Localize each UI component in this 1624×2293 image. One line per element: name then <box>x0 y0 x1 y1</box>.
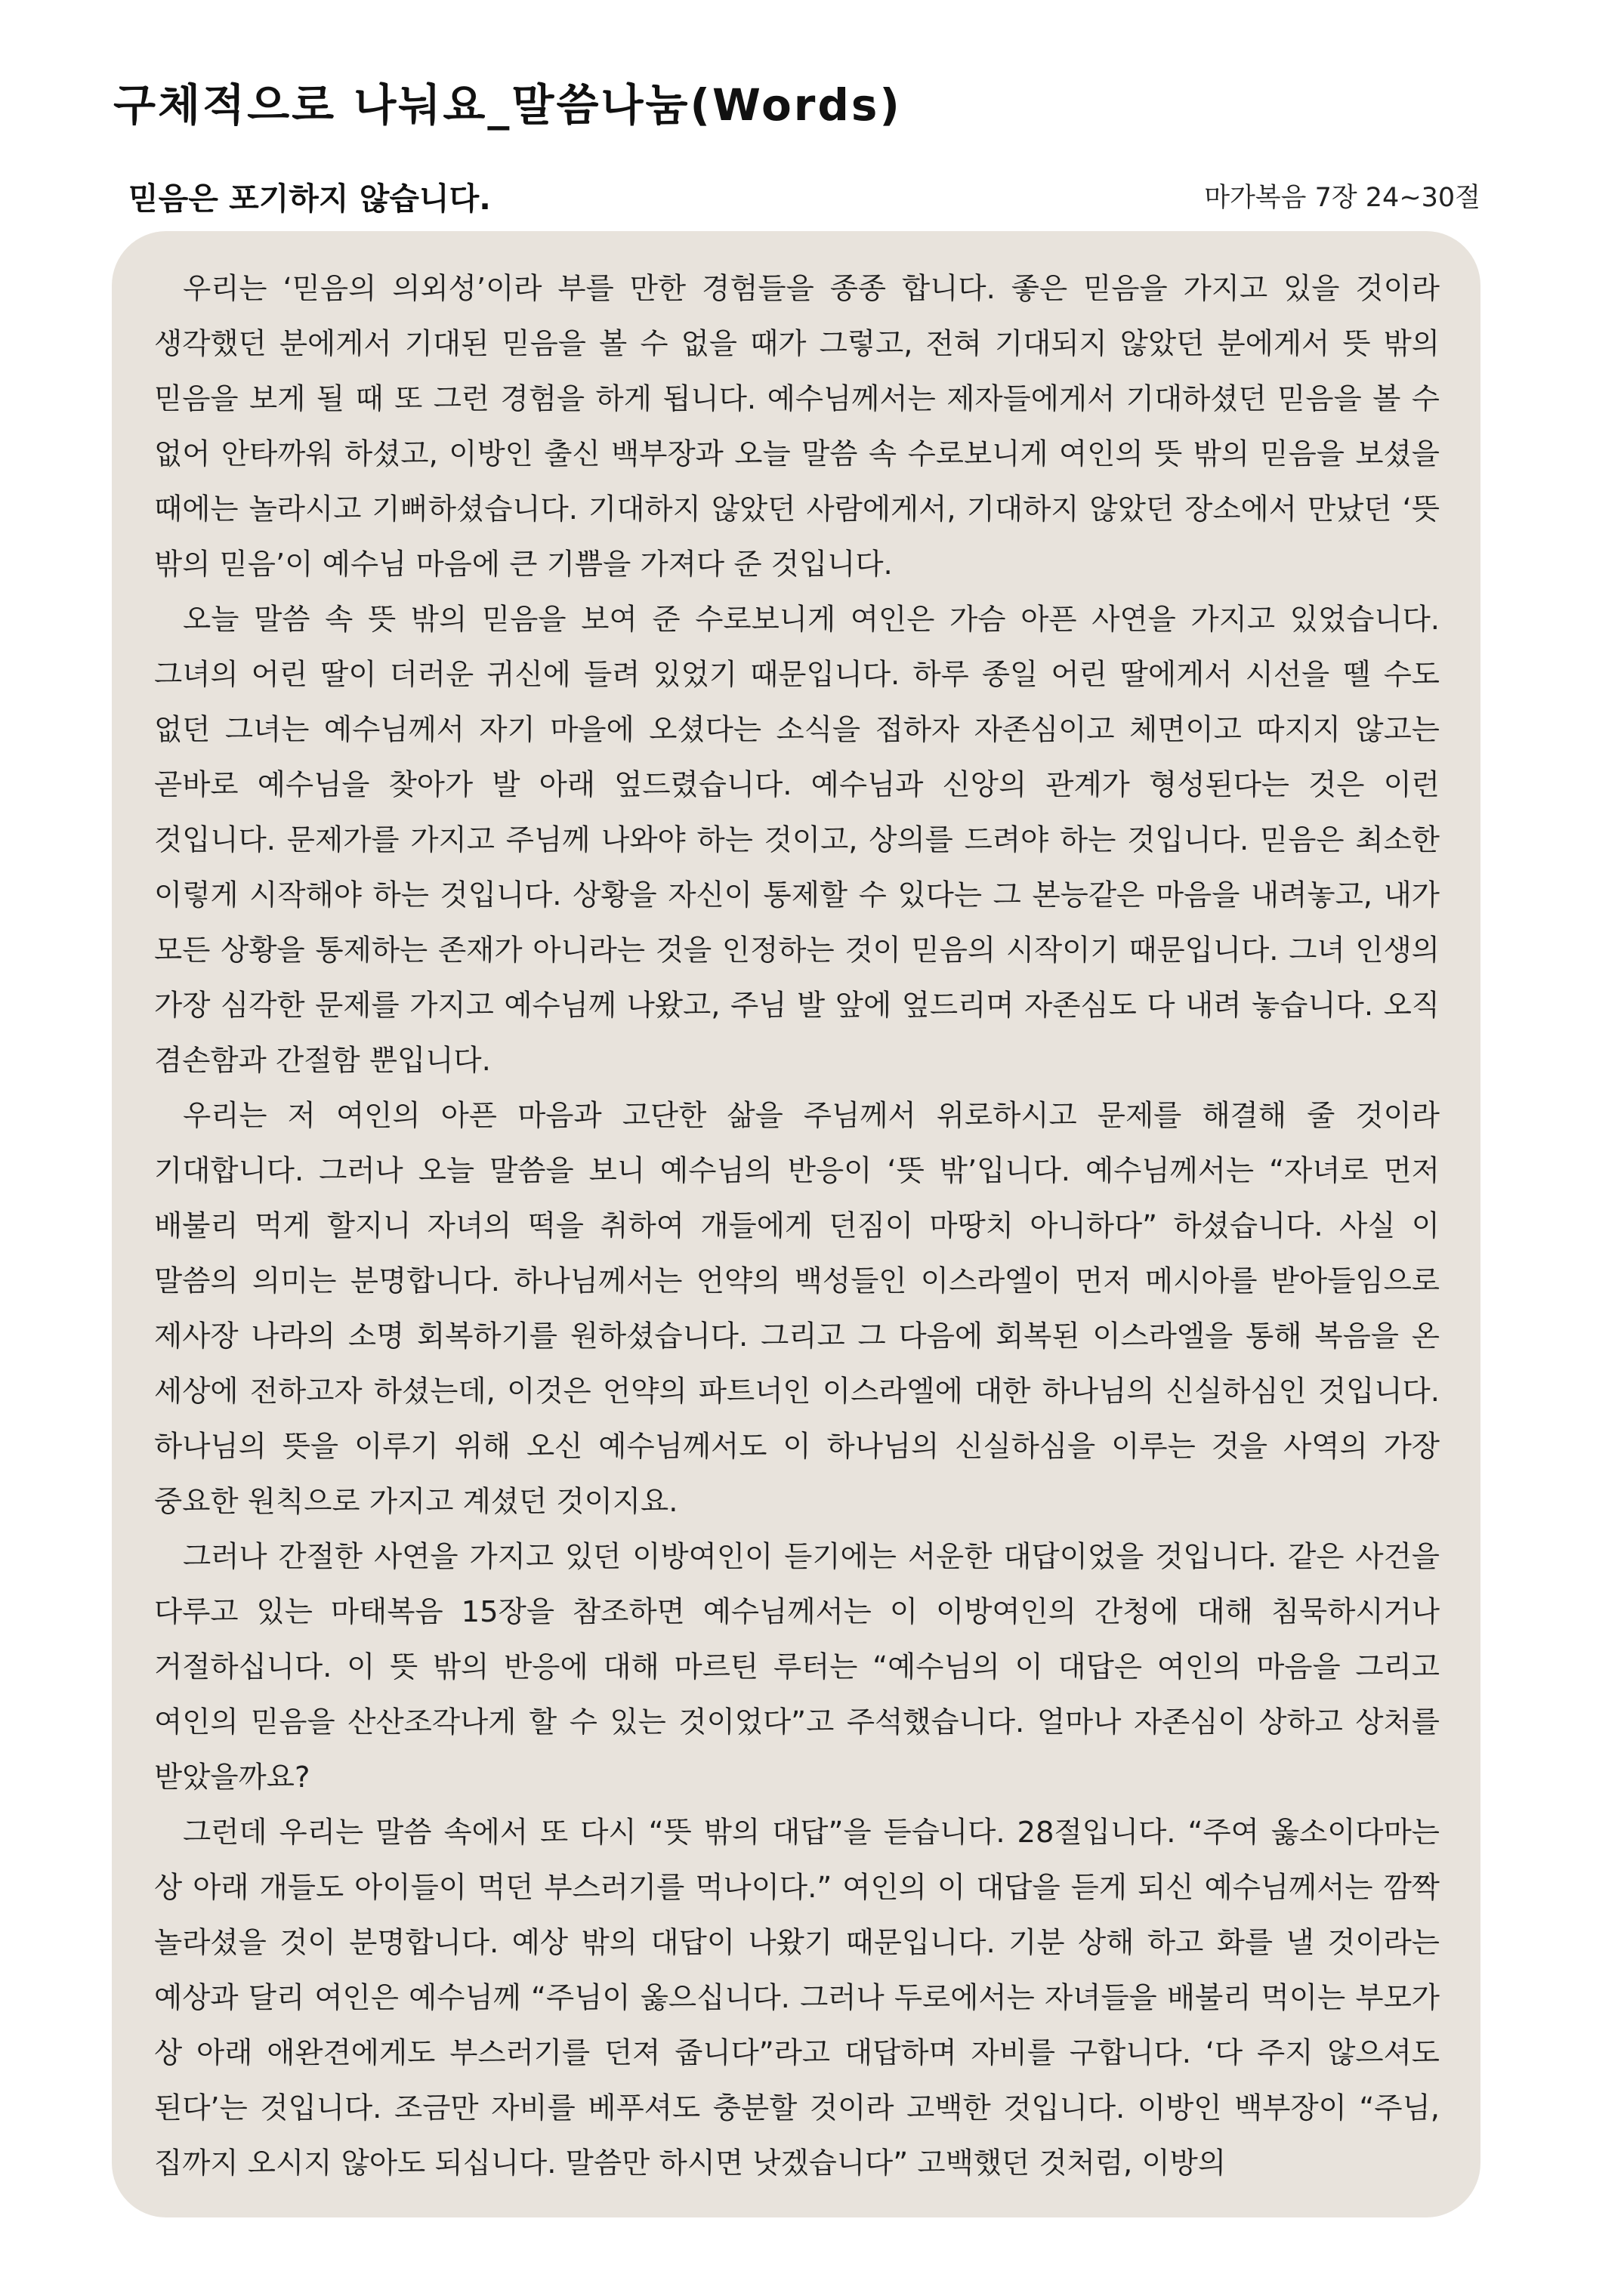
sermon-subtitle: 믿음은 포기하지 않습니다. <box>128 181 491 217</box>
content-box <box>112 231 1480 2217</box>
paragraph: 오늘 말씀 속 뜻 밖의 믿음을 보여 준 수로보니게 여인은 가슴 아픈 사연을 가지고 있었습니다. 그녀의 어린 딸이 더러운 귀신에 들려 있었기 때문입니다. 하루 종일 어린 딸에게서 시선을 뗄 수도 없던 그녀는 예수님께서 자기 마을에 오셨다는 소식을 접하자 자존심이고 체면이고 따지지 않고는 곧바로 예수님을 찾아가 발 아래 엎드렸습니다. 예수님과 신앙의 관계가 형성된다는 것은 이런 것입니다. 문제가를 가지고 주님께 나와야 하는 것이고, 상의를 드려야 하는 것입니다. 믿음은 최소한 이렇게 시작해야 하는 것입니다. 상황을 자신이 통제할 수 있다는 그 본능같은 마음을 내려놓고, 내가 모든 상황을 통제하는 존재가 아니라는 것을 인정하는 것이 믿음의 시작이기 때문입니다. 그녀 인생의 가장 심각한 문제를 가지고 예수님께 나왔고, 주님 발 앞에 엎드리며 자존심도 다 내려 놓습니다. 오직 겸손함과 간절함 뿐입니다. <box>154 603 1440 1078</box>
paragraph: 우리는 ‘믿음의 의외성’이라 부를 만한 경험들을 종종 합니다. 좋은 믿음을 가지고 있을 것이라 생각했던 분에게서 기대된 믿음을 볼 수 없을 때가 그렇고, 전혀 기대되지 않았던 분에게서 뜻 밖의 믿음을 보게 될 때 또 그런 경험을 하게 됩니다. 예수님께서는 제자들에게서 기대하셨던 믿음을 볼 수 없어 안타까워 하셨고, 이방인 출신 백부장과 오늘 말씀 속 수로보니게 여인의 뜻 밖의 믿음을 보셨을 때에는 놀라시고 기뻐하셨습니다. 기대하지 않았던 사람에게서, 기대하지 않았던 장소에서 만났던 ‘뜻 밖의 믿음’이 예수님 마음에 큰 기쁨을 가져다 준 것입니다. <box>154 272 1440 582</box>
sermon-body <box>154 261 1440 2191</box>
paragraph: 그러나 간절한 사연을 가지고 있던 이방여인이 듣기에는 서운한 대답이었을 것입니다. 같은 사건을 다루고 있는 마태복음 15장을 참조하면 예수님께서는 이 이방여인의 간청에 대해 침묵하시거나 거절하십니다. 이 뜻 밖의 반응에 대해 마르틴 루터는 “예수님의 이 대답은 여인의 마음을 그리고 여인의 믿음을 산산조각나게 할 수 있는 것이었다”고 주석했습니다. 얼마나 자존심이 상하고 상처를 받았을까요? <box>154 1540 1440 1795</box>
paragraph: 우리는 저 여인의 아픈 마음과 고단한 삶을 주님께서 위로하시고 문제를 해결해 줄 것이라 기대합니다. 그러나 오늘 말씀을 보니 예수님의 반응이 ‘뜻 밖’입니다. 예수님께서는 “자녀로 먼저 배불리 먹게 할지니 자녀의 떡을 취하여 개들에게 던짐이 마땅치 아니하다” 하셨습니다. 사실 이 말씀의 의미는 분명합니다. 하나님께서는 언약의 백성들인 이스라엘이 먼저 메시아를 받아들임으로 제사장 나라의 소명 회복하기를 원하셨습니다. 그리고 그 다음에 회복된 이스라엘을 통해 복음을 온 세상에 전하고자 하셨는데, 이것은 언약의 파트너인 이스라엘에 대한 하나님의 신실하심인 것입니다. 하나님의 뜻을 이루기 위해 오신 예수님께서도 이 하나님의 신실하심을 이루는 것을 사역의 가장 중요한 원칙으로 가지고 계셨던 것이지요. <box>154 1099 1440 1519</box>
scripture-reference: 마가복음 7장 24~30절 <box>1204 183 1480 213</box>
page-title: 구체적으로 나눠요_말씀나눔(Words) <box>113 79 902 131</box>
paragraph: 그런데 우리는 말씀 속에서 또 다시 “뜻 밖의 대답”을 듣습니다. 28절입니다. “주여 옳소이다마는 상 아래 개들도 아이들이 먹던 부스러기를 먹나이다.” 여인의 이 대답을 듣게 되신 예수님께서는 깜짝 놀라셨을 것이 분명합니다. 예상 밖의 대답이 나왔기 때문입니다. 기분 상해 하고 화를 낼 것이라는 예상과 달리 여인은 예수님께 “주님이 옳으십니다. 그러나 두로에서는 자녀들을 배불리 먹이는 부모가 상 아래 애완견에게도 부스러기를 던져 줍니다”라고 대답하며 자비를 구합니다. ‘다 주지 않으셔도 된다’는 것입니다. 조금만 자비를 베푸셔도 충분할 것이라 고백한 것입니다. 이방인 백부장이 “주님, 집까지 오시지 않아도 되십니다. 말씀만 하시면 낫겠습니다” 고백했던 것처럼, 이방의 <box>154 1816 1440 2180</box>
